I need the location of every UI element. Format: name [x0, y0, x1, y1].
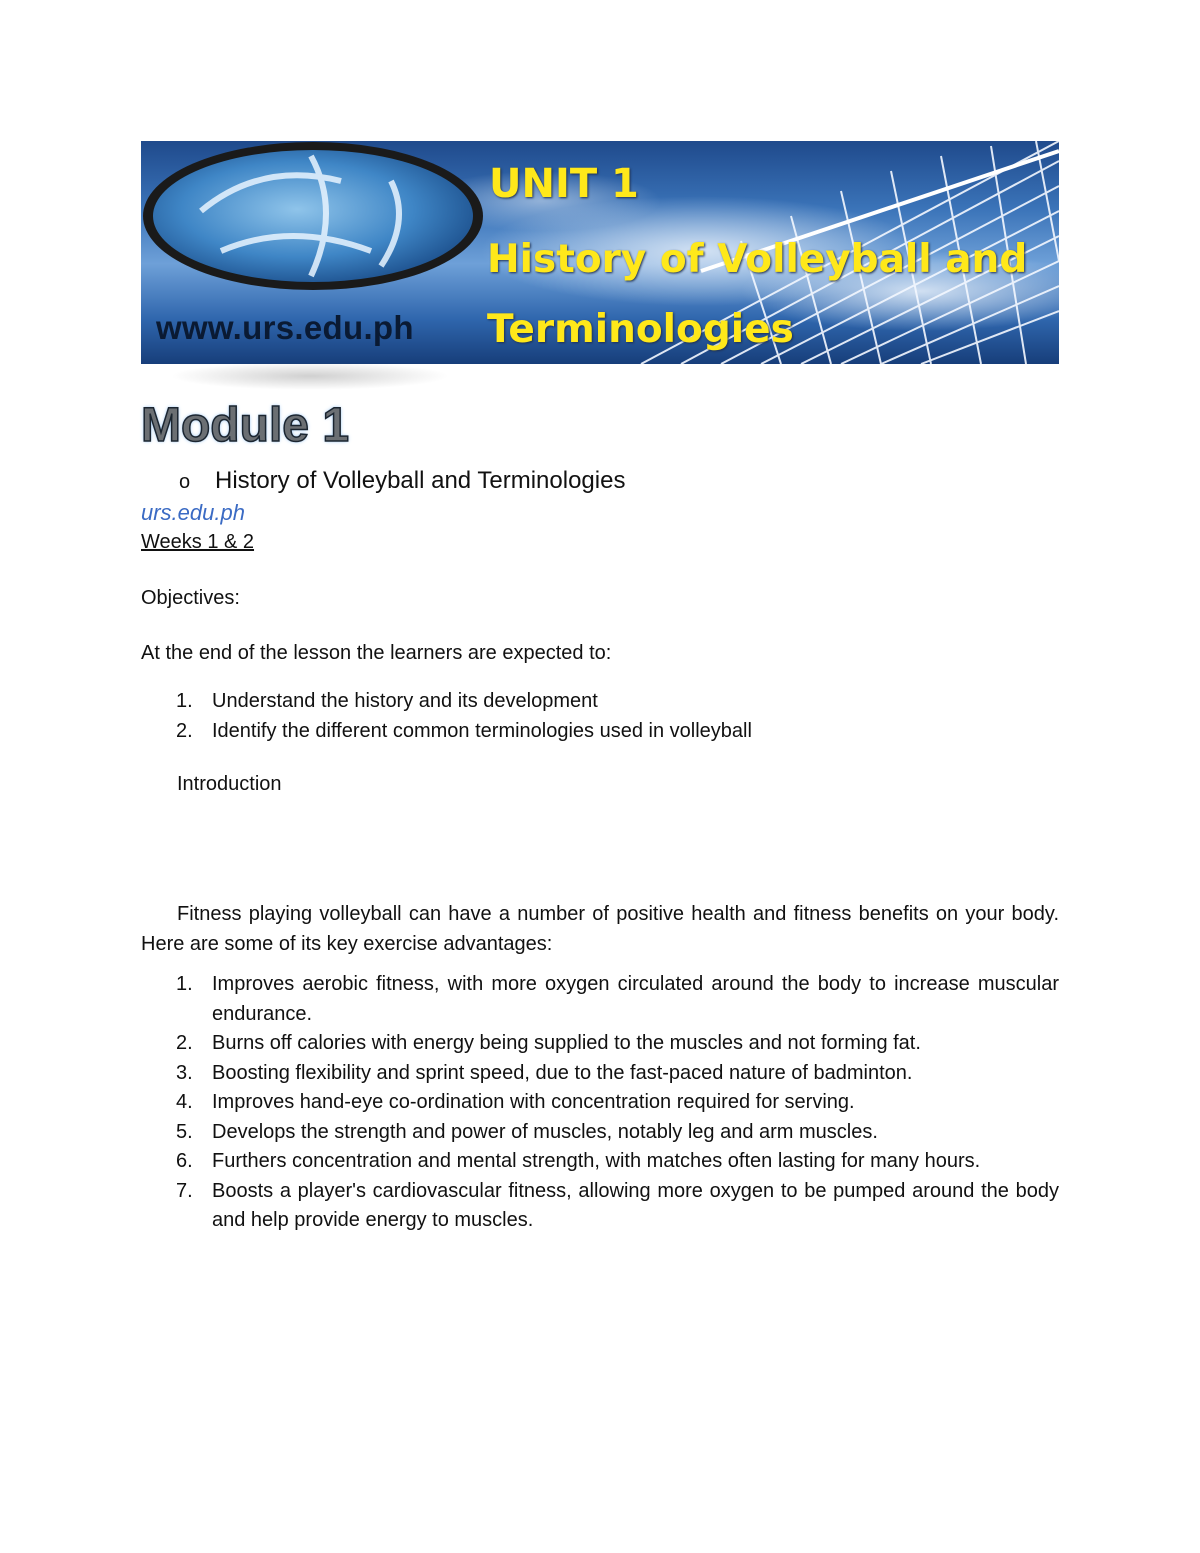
topic-bullet: o [179, 471, 191, 493]
benefits-list [176, 970, 1059, 1236]
list-text: Improves aerobic fitness, with more oxygen circulated around the body to increase muscular endurance. [212, 973, 1059, 1025]
banner-title-line1: History of Volleyball and [487, 237, 1028, 282]
weeks-label: Weeks 1 & 2 [141, 531, 255, 553]
list-number: 3. [176, 1061, 193, 1084]
unit-banner [141, 141, 1059, 364]
list-number: 5. [176, 1120, 193, 1143]
objectives-heading: Objectives: [141, 587, 240, 609]
list-number: 7. [176, 1179, 193, 1202]
list-item [176, 690, 752, 720]
list-number: 1. [176, 973, 193, 995]
module-topic [179, 467, 625, 495]
banner-url: www.urs.edu.ph [156, 309, 414, 346]
list-item [176, 1029, 1059, 1059]
objectives-list [176, 690, 752, 750]
list-number: 1. [176, 690, 193, 712]
list-text: Improves hand-eye co-ordination with concentration required for serving. [212, 1091, 855, 1113]
list-text: Identify the different common terminologies used in volleyball [212, 720, 752, 742]
module-title: Module 1 [141, 399, 350, 452]
module-url-link[interactable]: urs.edu.ph [141, 500, 245, 525]
list-item [176, 970, 1059, 1029]
banner-shadow [170, 362, 450, 390]
list-item [176, 1118, 1059, 1148]
list-text: Understand the history and its development [212, 690, 598, 712]
list-number: 6. [176, 1150, 193, 1172]
banner-unit-label: UNIT 1 [489, 161, 639, 207]
list-text: Boosts a player's cardiovascular fitness, allowing more oxygen to be pumped around the body and help provide energy to muscles. [212, 1179, 1059, 1231]
topic-text: History of Volleyball and Terminologies [215, 467, 626, 494]
list-item [176, 1147, 1059, 1177]
list-number: 2. [176, 720, 193, 742]
list-text: Boosting flexibility and sprint speed, due to the fast-paced nature of badminton. [212, 1061, 913, 1084]
list-number: 4. [176, 1091, 193, 1113]
list-text: Furthers concentration and mental strength, with matches often lasting for many hours. [212, 1150, 981, 1172]
list-number: 2. [176, 1032, 193, 1054]
list-text: Develops the strength and power of muscles, notably leg and arm muscles. [212, 1120, 878, 1143]
objectives-intro: At the end of the lesson the learners are expected to: [141, 642, 612, 664]
list-item [176, 1177, 1059, 1236]
list-text: Burns off calories with energy being supplied to the muscles and not forming fat. [212, 1032, 921, 1054]
introduction-heading: Introduction [177, 773, 282, 795]
list-item [176, 1059, 1059, 1089]
list-item [176, 1088, 1059, 1118]
benefits-paragraph: Fitness playing volleyball can have a number of positive health and fitness benefits on your body. Here are some of its key exercise advantages: [141, 903, 1059, 955]
banner-title-line2: Terminologies [487, 307, 794, 352]
list-item [176, 720, 752, 750]
